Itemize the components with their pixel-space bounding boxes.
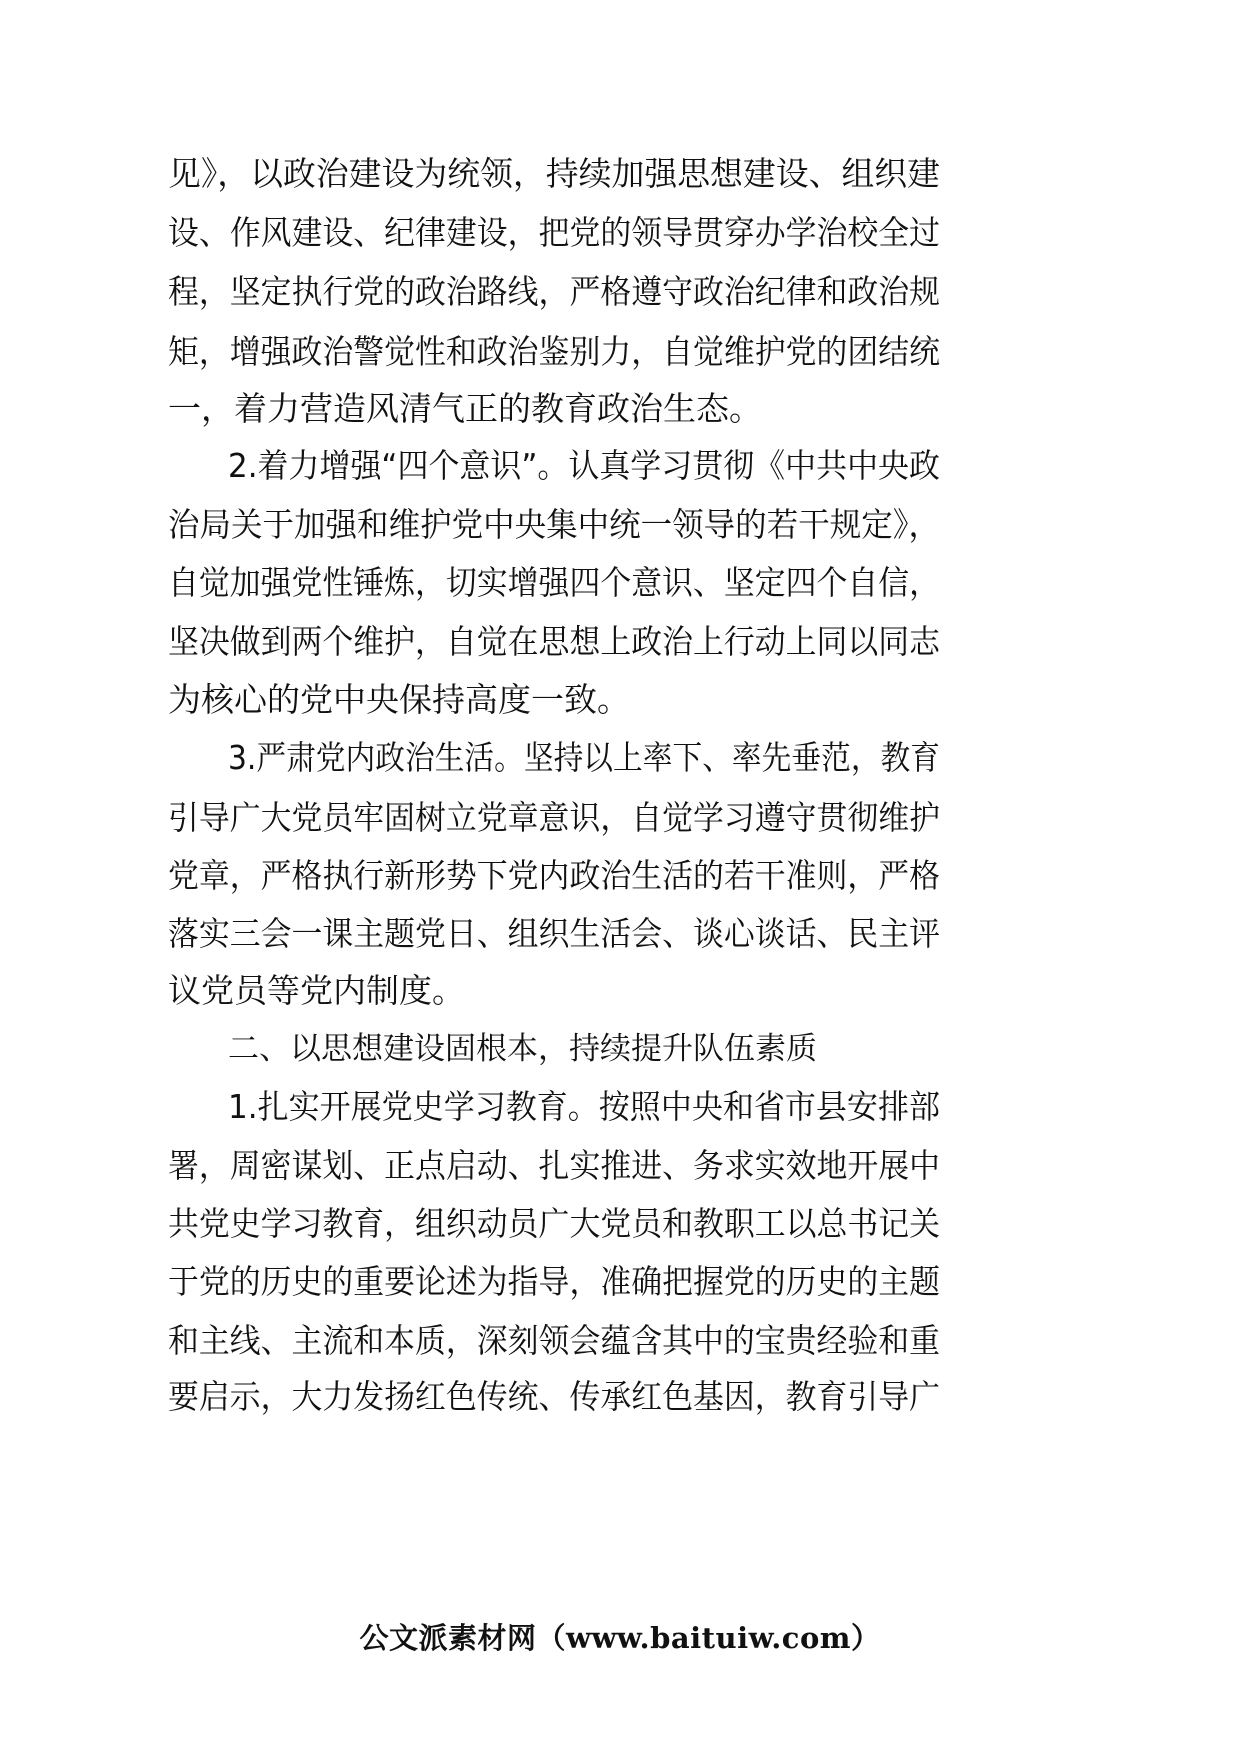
footer-watermark: 公文派素材网（www.baituiw.com） xyxy=(359,1621,881,1655)
text-line: 见》，以政治建设为统领，持续加强思想建设、组织建 xyxy=(168,154,940,193)
text-line: 议党员等党内制度。 xyxy=(168,971,465,1010)
text-line: 矩，增强政治警觉性和政治鉴别力，自觉维护党的团结统 xyxy=(168,332,940,371)
text-line: 治局关于加强和维护党中央集中统一领导的若干规定》， xyxy=(168,505,940,544)
text-line: 落实三会一课主题党日、组织生活会、谈心谈话、民主评 xyxy=(168,914,940,953)
text-line: 共党史学习教育，组织动员广大党员和教职工以总书记关 xyxy=(168,1204,940,1243)
text-line: 一，着力营造风清气正的教育政治生态。 xyxy=(168,389,762,428)
text-line: 党章，严格执行新形势下党内政治生活的若干准则，严格 xyxy=(168,856,940,895)
text-line: 程，坚定执行党的政治路线，严格遵守政治纪律和政治规 xyxy=(168,272,940,311)
text-line: 1.扎实开展党史学习教育。按照中央和省市县安排部 xyxy=(228,1087,940,1126)
text-line: 要启示，大力发扬红色传统、传承红色基因，教育引导广 xyxy=(168,1377,940,1416)
section-heading: 二、以思想建设固根本，持续提升队伍素质 xyxy=(228,1031,817,1067)
text-line: 自觉加强党性锤炼，切实增强四个意识、坚定四个自信， xyxy=(168,563,940,602)
text-line: 引导广大党员牢固树立党章意识，自觉学习遵守贯彻维护 xyxy=(168,798,940,837)
text-line: 坚决做到两个维护，自觉在思想上政治上行动上同以同志 xyxy=(168,622,940,661)
text-line: 3.严肃党内政治生活。坚持以上率下、率先垂范，教育 xyxy=(228,738,940,777)
text-line: 署，周密谋划、正点启动、扎实推进、务求实效地开展中 xyxy=(168,1146,940,1185)
text-line: 和主线、主流和本质，深刻领会蕴含其中的宝贵经验和重 xyxy=(168,1321,940,1360)
text-line: 于党的历史的重要论述为指导，准确把握党的历史的主题 xyxy=(168,1262,940,1301)
text-line: 为核心的党中央保持高度一致。 xyxy=(168,680,630,719)
text-line: 2.着力增强“四个意识”。认真学习贯彻《中共中央政 xyxy=(228,446,940,485)
text-line: 设、作风建设、纪律建设，把党的领导贯穿办学治校全过 xyxy=(168,213,940,252)
